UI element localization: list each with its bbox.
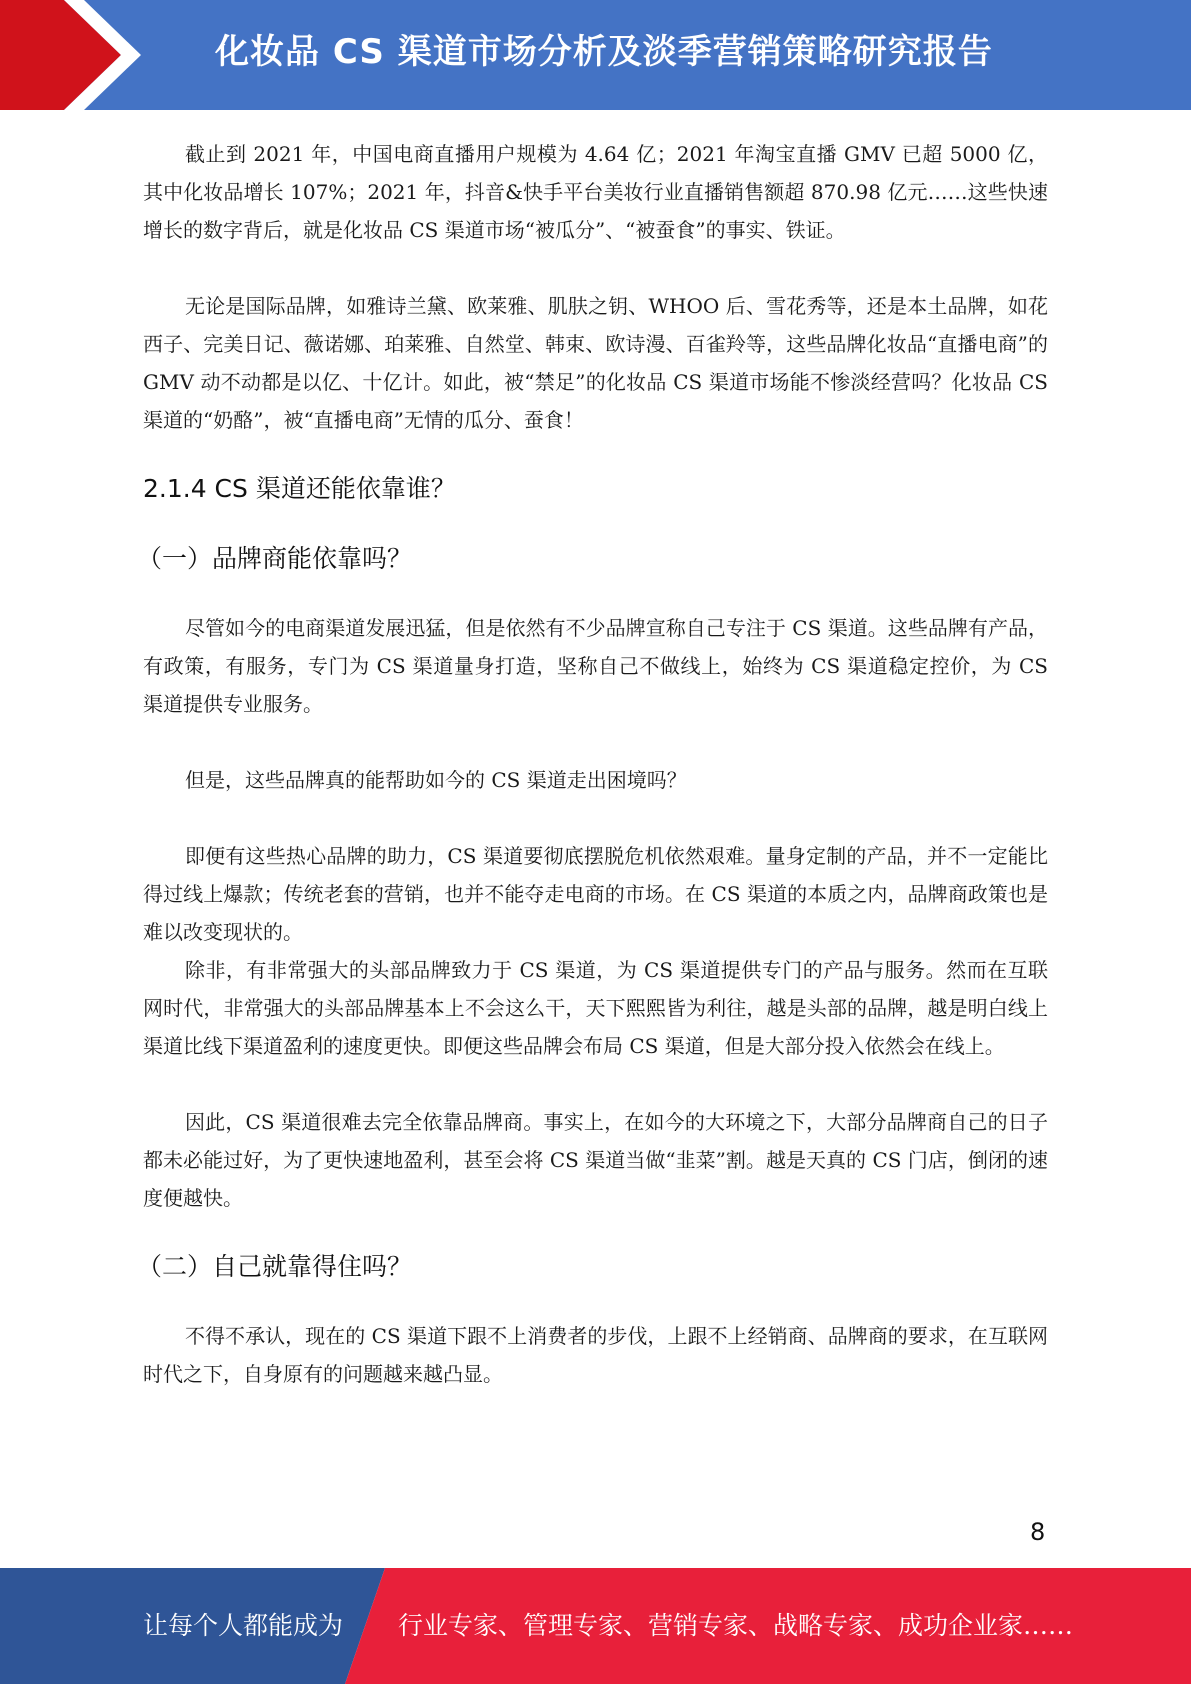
section-heading: 2.1.4 CS 渠道还能依靠谁？ [143, 474, 456, 503]
footer-banner [0, 1568, 1191, 1684]
chevron-red-shape [0, 0, 121, 110]
paragraph-brands-focus: 尽管如今的电商渠道发展迅猛，但是依然有不少品牌宣称自己专注于 CS 渠道。这些品牌有产品，有政策，有服务，专门为 CS 渠道量身打造，坚称自己不做线上，始终为 CS 渠道稳定控价，为 CS 渠道提供专业服务。 [143, 616, 1048, 716]
paragraph-brands-gmv: 无论是国际品牌，如雅诗兰黛、欧莱雅、肌肤之钥、WHOO 后、雪花秀等，还是本土品牌，如花西子、完美日记、薇诺娜、珀莱雅、自然堂、韩束、欧诗漫、百雀羚等，这些品牌化妆品“直播电商”的 GMV 动不动都是以亿、十亿计。如此，被“禁足”的化妆品 CS 渠道市场能不惨淡经营吗？化妆品 CS 渠道的“奶酪”，被“直播电商”无情的瓜分、蚕食！ [143, 294, 1048, 432]
header-banner [0, 0, 1191, 110]
footer-slogan-left: 让每个人都能成为 [143, 1611, 344, 1640]
report-title: 化妆品 CS 渠道市场分析及淡季营销策略研究报告 [215, 32, 993, 72]
page-number: 8 [1030, 1518, 1046, 1546]
subsection-heading-brands: （一）品牌商能依靠吗？ [137, 544, 413, 573]
paragraph-crisis: 即便有这些热心品牌的助力，CS 渠道要彻底摆脱危机依然艰难。量身定制的产品，并不一定能比得过线上爆款；传统老套的营销，也并不能夺走电商的市场。在 CS 渠道的本质之内，品牌商政策也是难以改变现状的。 [143, 844, 1048, 944]
document-body [137, 135, 1048, 1393]
chevron-arrow-icon [0, 0, 160, 110]
paragraph-question: 但是，这些品牌真的能帮助如今的 CS 渠道走出困境吗？ [185, 768, 687, 792]
paragraph-livestream-stats: 截止到 2021 年，中国电商直播用户规模为 4.64 亿；2021 年淘宝直播 GMV 已超 5000 亿，其中化妆品增长 107%；2021 年，抖音&快手平台美妆行业直播销售额超 870.98 亿元……这些快速增长的数字背后，就是化妆品 CS 渠道市场“被瓜分”、“被蚕食”的事实、铁证。 [143, 142, 1048, 242]
paragraph-conclusion: 因此，CS 渠道很难去完全依靠品牌商。事实上，在如今的大环境之下，大部分品牌商自己的日子都未必能过好，为了更快速地盈利，甚至会将 CS 渠道当做“韭菜”割。越是天真的 CS 门店，倒闭的速度便越快。 [143, 1110, 1048, 1210]
paragraph-head-brands: 除非，有非常强大的头部品牌致力于 CS 渠道，为 CS 渠道提供专门的产品与服务。然而在互联网时代，非常强大的头部品牌基本上不会这么干，天下熙熙皆为利往，越是头部的品牌，越是明白线上渠道比线下渠道盈利的速度更快。即便这些品牌会布局 CS 渠道，但是大部分投入依然会在线上。 [143, 958, 1048, 1058]
paragraph-self-problems: 不得不承认，现在的 CS 渠道下跟不上消费者的步伐，上跟不上经销商、品牌商的要求，在互联网时代之下，自身原有的问题越来越凸显。 [143, 1324, 1048, 1386]
subsection-heading-self: （二）自己就靠得住吗？ [137, 1252, 413, 1281]
footer-slogan-right: 行业专家、管理专家、营销专家、战略专家、成功企业家…… [398, 1611, 1074, 1640]
